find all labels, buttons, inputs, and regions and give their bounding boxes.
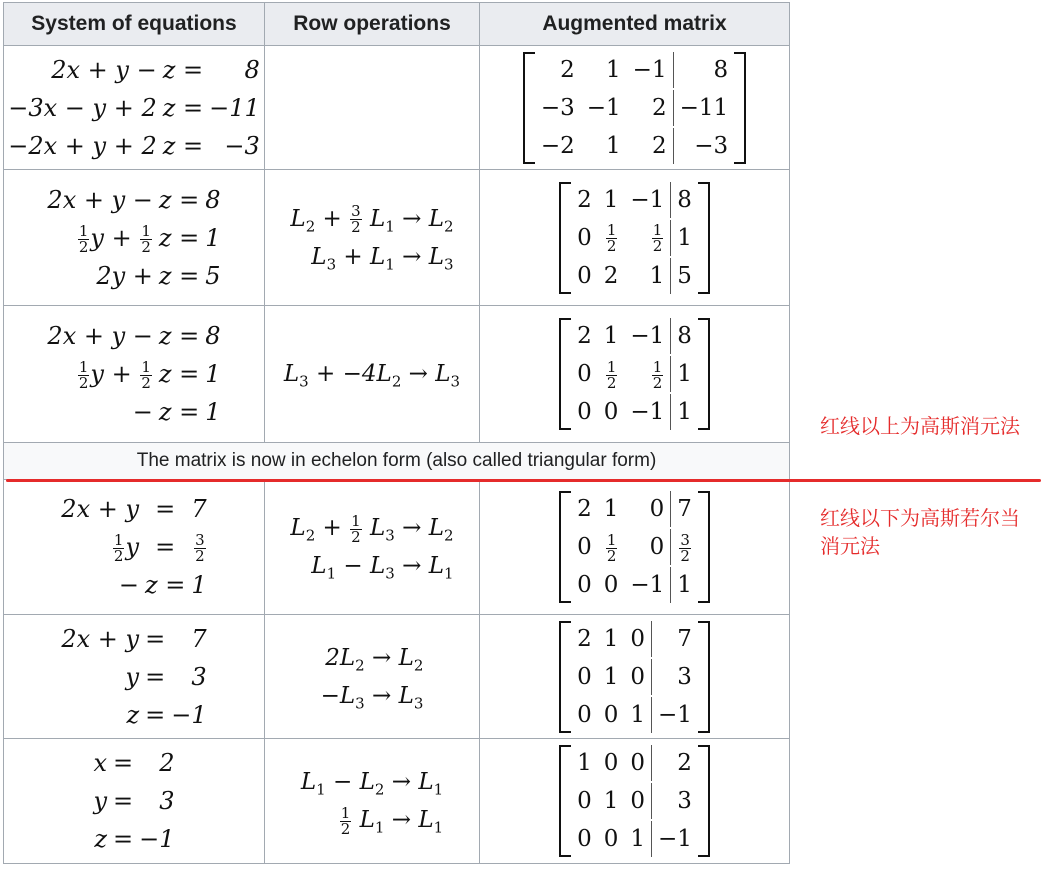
matrix-entry: 2 bbox=[651, 745, 698, 781]
matrix-entry: 8 bbox=[673, 52, 735, 88]
equation-part: 2x + y bbox=[61, 495, 140, 523]
matrix-entry: 2 bbox=[577, 625, 592, 652]
row-operation: $-L_3 \to L_3$ bbox=[320, 682, 424, 713]
annotation-above: 红线以上为高斯消元法 bbox=[820, 414, 1020, 438]
equation-part: − bbox=[118, 571, 140, 599]
matrix-entry: 2 bbox=[560, 56, 575, 83]
matrix-entry: 0 bbox=[577, 572, 592, 598]
augmented-matrix bbox=[480, 491, 789, 603]
equation-part: z = bbox=[158, 322, 200, 350]
matrix-entry: 1 bbox=[670, 220, 698, 256]
row-operation: $L_2$ + $\frac{1}{2}$ $L_3 \to L_2$ bbox=[290, 511, 454, 546]
matrix-entry: 0 bbox=[577, 788, 592, 814]
matrix-entry: −11 bbox=[673, 90, 735, 126]
matrix-entry: 1 bbox=[603, 496, 619, 522]
matrix-entry: 0 bbox=[649, 496, 665, 522]
equations bbox=[4, 621, 264, 733]
matrix-entry: 0 bbox=[603, 826, 619, 852]
equation-part: 2x + y − bbox=[47, 185, 153, 214]
row-operations bbox=[265, 358, 479, 390]
equation-part: 5 bbox=[205, 261, 221, 290]
matrix-entry: 1 bbox=[670, 394, 698, 430]
matrix-entry: 1 bbox=[670, 567, 698, 603]
matrix-cell bbox=[480, 615, 790, 739]
equation-part: 1 bbox=[205, 360, 221, 388]
equation-part: 3 bbox=[159, 787, 175, 815]
left-bracket bbox=[559, 491, 571, 603]
step-row bbox=[4, 480, 790, 615]
row-operation: $2L_2 \to L_2$ bbox=[325, 644, 424, 675]
matrix-entry: −1 bbox=[630, 186, 665, 213]
matrix-entry: $\frac{1}{2}$ bbox=[652, 221, 663, 255]
matrix-entry: 1 bbox=[577, 750, 592, 776]
matrix-entry: 0 bbox=[577, 361, 592, 387]
equation-part: 8 bbox=[205, 185, 221, 214]
equation-part: z = bbox=[158, 223, 200, 252]
equation-part: = bbox=[155, 495, 176, 523]
ops-cell bbox=[265, 306, 480, 443]
matrix-grid bbox=[571, 621, 698, 733]
matrix-entry: 0 bbox=[577, 701, 592, 728]
system-cell bbox=[4, 739, 265, 864]
equation-part: 1 bbox=[205, 398, 221, 426]
matrix-entry: $\frac{1}{2}$ bbox=[652, 357, 663, 392]
matrix-entry: 1 bbox=[606, 132, 621, 159]
matrix-entry: 2 bbox=[577, 496, 592, 522]
matrix-entry: 2 bbox=[603, 262, 619, 289]
equation-part: 2x + y − bbox=[51, 55, 157, 84]
annotation-below: 红线以下为高斯若尔当消元法 bbox=[820, 506, 1020, 558]
matrix-entry: 0 bbox=[577, 534, 592, 560]
equation-part: x bbox=[93, 749, 108, 777]
matrix-entry: 1 bbox=[603, 625, 619, 652]
row-operation: $L_3 + L_1 \to L_3$ bbox=[311, 243, 454, 274]
echelon-note: The matrix is now in echelon form (also called triangular form) bbox=[4, 443, 790, 480]
system-cell bbox=[4, 480, 265, 615]
matrix-grid bbox=[571, 491, 698, 603]
matrix-entry: 0 bbox=[603, 572, 619, 598]
equation-part: $\frac{1}{2}$ y + $\frac{1}{2}$ bbox=[78, 358, 151, 392]
matrix-entry: 0 bbox=[603, 750, 619, 776]
ops-cell bbox=[265, 615, 480, 739]
system-cell bbox=[4, 306, 265, 443]
row-operation: $\frac{1}{2}$ $L_1 \to L_1$ bbox=[340, 803, 444, 838]
header-row bbox=[4, 3, 790, 46]
matrix-entry: −1 bbox=[651, 697, 698, 733]
matrix-cell bbox=[480, 739, 790, 864]
equation-part: z = bbox=[145, 571, 186, 599]
matrix-entry: 7 bbox=[670, 491, 698, 527]
matrix-cell bbox=[480, 170, 790, 306]
equation-part: −3 bbox=[224, 131, 260, 160]
equation-part: 2x + y − bbox=[47, 322, 153, 350]
right-bracket bbox=[698, 621, 710, 733]
row-operations bbox=[265, 766, 479, 836]
augmented-matrix bbox=[480, 745, 789, 857]
matrix-entry: 0 bbox=[630, 663, 645, 690]
matrix-grid bbox=[535, 52, 734, 164]
right-bracket bbox=[698, 745, 710, 857]
augmented-matrix bbox=[480, 621, 789, 733]
matrix-entry: −1 bbox=[632, 56, 667, 83]
matrix-entry: 0 bbox=[577, 262, 592, 289]
matrix-entry: 1 bbox=[603, 788, 619, 814]
equation-part: = bbox=[145, 700, 166, 729]
matrix-entry: −1 bbox=[630, 572, 665, 598]
equations bbox=[4, 52, 264, 164]
matrix-entry: 0 bbox=[649, 534, 665, 560]
equation-part: 3 bbox=[191, 662, 207, 691]
equation-part: 2 bbox=[159, 749, 175, 777]
matrix-entry: $\frac{1}{2}$ bbox=[606, 530, 617, 565]
left-bracket bbox=[523, 52, 535, 164]
right-bracket bbox=[698, 182, 710, 294]
equation-part: z = bbox=[162, 55, 204, 84]
matrix-entry: $\frac{1}{2}$ bbox=[606, 221, 617, 255]
matrix-entry: −3 bbox=[540, 94, 575, 121]
ops-cell bbox=[265, 46, 480, 170]
row-operation: $L_1 - L_3 \to L_1$ bbox=[311, 553, 454, 583]
equation-part: 7 bbox=[191, 624, 207, 653]
matrix-entry: 2 bbox=[651, 94, 667, 121]
matrix-entry: 2 bbox=[651, 132, 667, 159]
equations bbox=[4, 182, 264, 294]
equation-part: 2y + bbox=[96, 261, 153, 290]
equations bbox=[4, 318, 264, 430]
equation-part: = bbox=[145, 624, 166, 653]
matrix-cell bbox=[480, 46, 790, 170]
equation-part: z = bbox=[162, 93, 204, 122]
header-matrix: Augmented matrix bbox=[480, 3, 790, 46]
equation-part: $\frac{3}{2}$ bbox=[195, 531, 205, 565]
matrix-entry: 1 bbox=[630, 701, 645, 728]
matrix-entry: $\frac{1}{2}$ bbox=[606, 357, 617, 392]
augmented-matrix bbox=[480, 52, 789, 164]
echelon-note-row bbox=[4, 443, 790, 480]
matrix-entry: 1 bbox=[606, 56, 621, 83]
equation-part: −2x + y + 2 bbox=[8, 131, 157, 160]
row-operation: $L_3 + -4L_2 \to L_3$ bbox=[283, 361, 461, 391]
left-bracket bbox=[559, 621, 571, 733]
equations bbox=[4, 745, 264, 857]
equation-part: −11 bbox=[209, 93, 260, 122]
matrix-entry: −1 bbox=[630, 399, 665, 425]
equation-part: = bbox=[113, 787, 134, 815]
matrix-entry: −2 bbox=[540, 132, 575, 159]
matrix-entry: 1 bbox=[670, 356, 698, 392]
matrix-entry: 5 bbox=[670, 258, 698, 294]
ops-cell bbox=[265, 480, 480, 615]
equation-part: = bbox=[155, 533, 176, 561]
equations bbox=[4, 491, 264, 603]
matrix-grid bbox=[571, 745, 698, 857]
matrix-entry: 8 bbox=[670, 182, 698, 218]
equation-part: $\frac{1}{2}$ y bbox=[113, 531, 140, 565]
step-row bbox=[4, 46, 790, 170]
matrix-grid bbox=[571, 318, 698, 430]
augmented-matrix bbox=[480, 182, 789, 294]
row-operations bbox=[265, 203, 479, 273]
matrix-entry: −1 bbox=[630, 323, 665, 349]
matrix-entry: 8 bbox=[670, 318, 698, 354]
step-row bbox=[4, 170, 790, 306]
equation-part: z = bbox=[158, 261, 200, 290]
system-cell bbox=[4, 615, 265, 739]
equation-part: −1 bbox=[139, 825, 175, 853]
equation-part: $\frac{1}{2}$ y + $\frac{1}{2}$ bbox=[78, 221, 151, 256]
matrix-cell bbox=[480, 480, 790, 615]
matrix-cell bbox=[480, 306, 790, 443]
matrix-entry: 0 bbox=[630, 625, 645, 652]
matrix-entry: 7 bbox=[651, 621, 698, 657]
red-divider-line bbox=[6, 479, 1041, 482]
matrix-entry: 0 bbox=[603, 399, 619, 425]
equation-part: = bbox=[145, 662, 166, 691]
equation-part: 1 bbox=[191, 571, 207, 599]
matrix-entry: 1 bbox=[603, 323, 619, 349]
matrix-entry: 2 bbox=[577, 186, 592, 213]
matrix-entry: 0 bbox=[577, 399, 592, 425]
header-operations: Row operations bbox=[265, 3, 480, 46]
matrix-entry: −1 bbox=[651, 821, 698, 857]
matrix-entry: 0 bbox=[577, 663, 592, 690]
ops-cell bbox=[265, 739, 480, 864]
step-row bbox=[4, 739, 790, 864]
ops-cell bbox=[265, 170, 480, 306]
equation-part: z = bbox=[162, 131, 204, 160]
equation-part: 8 bbox=[244, 55, 260, 84]
equation-part: z = bbox=[158, 185, 200, 214]
left-bracket bbox=[559, 318, 571, 430]
matrix-entry: 1 bbox=[649, 262, 665, 289]
equation-part: z = bbox=[158, 360, 200, 388]
equation-part: = bbox=[113, 749, 134, 777]
matrix-entry: 0 bbox=[603, 701, 619, 728]
equation-part: 2x + y bbox=[61, 624, 140, 653]
right-bracket bbox=[734, 52, 746, 164]
left-bracket bbox=[559, 745, 571, 857]
equation-part: 7 bbox=[191, 495, 207, 523]
matrix-entry: 0 bbox=[630, 750, 645, 776]
matrix-entry: 2 bbox=[577, 323, 592, 349]
row-operation: $L_2$ + $\frac{3}{2}$ $L_1 \to L_2$ bbox=[290, 202, 454, 236]
equation-part: = bbox=[113, 825, 134, 853]
matrix-entry: 0 bbox=[630, 788, 645, 814]
equation-part: − bbox=[132, 398, 153, 426]
row-operations bbox=[265, 642, 479, 712]
equation-part: −1 bbox=[171, 700, 207, 729]
matrix-entry: $\frac{3}{2}$ bbox=[670, 529, 698, 565]
matrix-entry: 1 bbox=[603, 186, 619, 213]
matrix-entry: 1 bbox=[603, 663, 619, 690]
equation-part: z bbox=[94, 825, 108, 853]
matrix-entry: 1 bbox=[630, 826, 645, 852]
equation-part: z = bbox=[158, 398, 200, 426]
matrix-grid bbox=[571, 182, 698, 294]
step-row bbox=[4, 615, 790, 739]
row-operation: $L_1 - L_2 \to L_1$ bbox=[300, 769, 444, 799]
equation-part: −3x − y + 2 bbox=[8, 93, 157, 122]
gauss-jordan-table bbox=[3, 2, 790, 864]
system-cell bbox=[4, 170, 265, 306]
row-operations bbox=[265, 512, 479, 582]
right-bracket bbox=[698, 491, 710, 603]
matrix-entry: 3 bbox=[651, 659, 698, 695]
equation-part: z bbox=[126, 700, 140, 729]
left-bracket bbox=[559, 182, 571, 294]
step-row bbox=[4, 306, 790, 443]
equation-part: 1 bbox=[205, 223, 221, 252]
augmented-matrix bbox=[480, 318, 789, 430]
right-bracket bbox=[698, 318, 710, 430]
equation-part: 8 bbox=[205, 322, 221, 350]
matrix-entry: −1 bbox=[586, 94, 621, 121]
matrix-entry: 3 bbox=[651, 783, 698, 819]
matrix-entry: −3 bbox=[673, 128, 735, 164]
equation-part: y bbox=[93, 787, 108, 815]
header-system: System of equations bbox=[4, 3, 265, 46]
system-cell bbox=[4, 46, 265, 170]
matrix-entry: 0 bbox=[577, 224, 592, 251]
equation-part: y bbox=[125, 662, 140, 691]
matrix-entry: 0 bbox=[577, 826, 592, 852]
